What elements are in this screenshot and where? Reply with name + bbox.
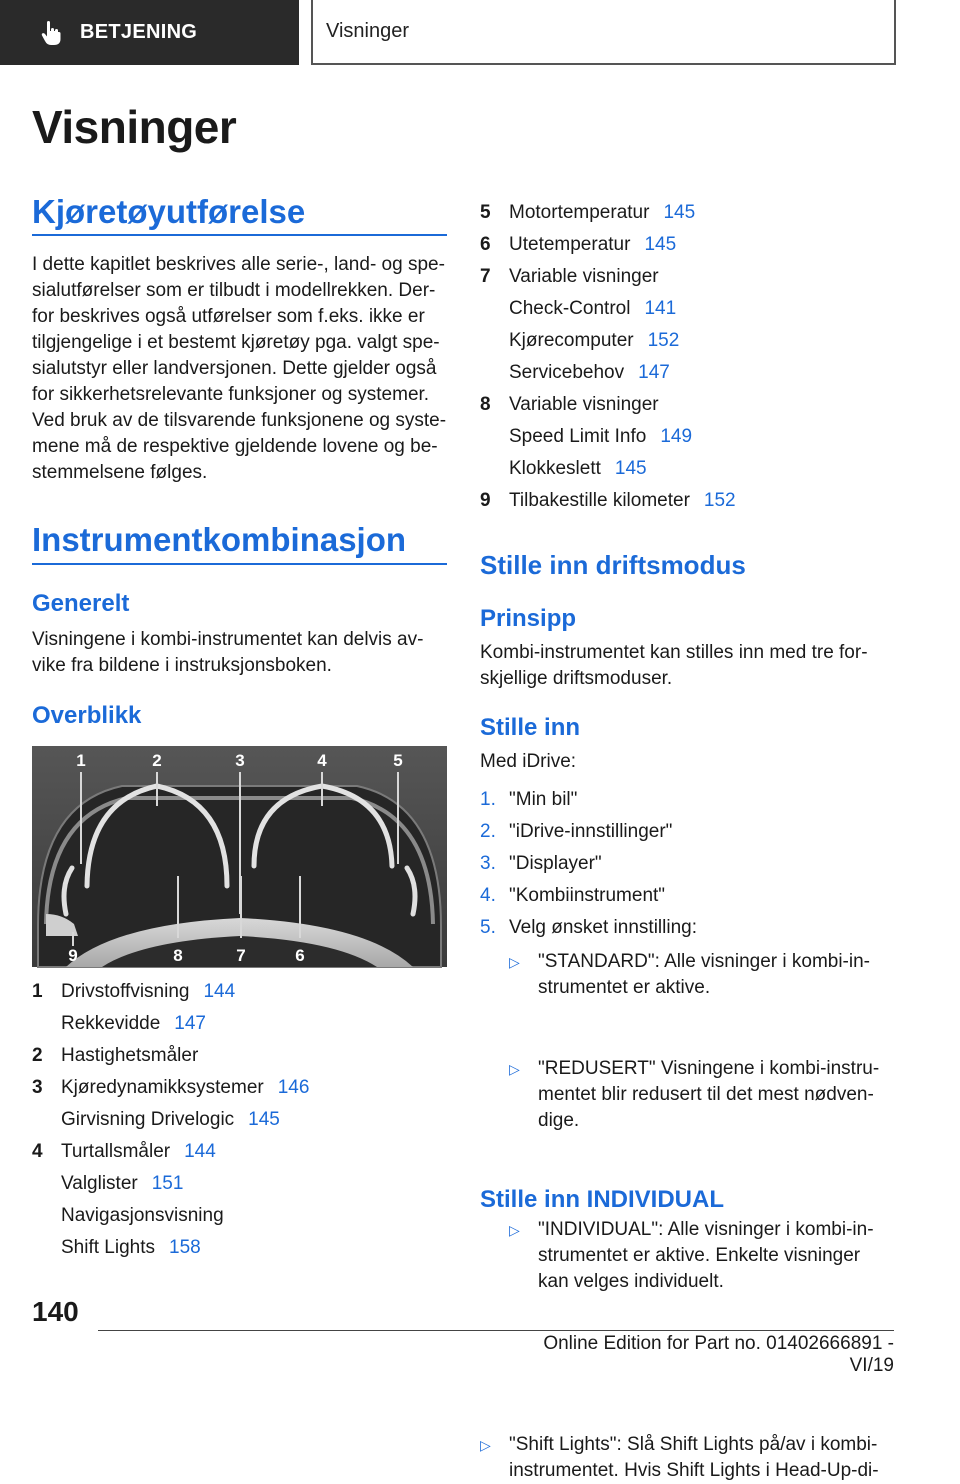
list-item: Check-Control 141 bbox=[509, 298, 677, 319]
section-header-label: Visninger bbox=[326, 20, 410, 42]
list-item: 1 Drivstoffvisning 144 bbox=[32, 981, 236, 1002]
step-item: 2. "iDrive-innstillinger" bbox=[480, 821, 673, 842]
list-item: Navigasjonsvisning bbox=[61, 1205, 224, 1226]
list-item: 7 Variable visninger bbox=[480, 266, 659, 287]
heading-rule bbox=[32, 234, 447, 236]
legend-list-right bbox=[480, 197, 900, 517]
step-item: 3. "Displayer" bbox=[480, 853, 602, 874]
text-line: skjellige driftsmoduser. bbox=[480, 668, 673, 689]
shift-lights-bullet: ▷ "Shift Lights": Slå Shift Lights på/av i kombi- instrumentet. Hvis Shift Lights i Head-Up-di- bbox=[480, 1434, 879, 1481]
list-item: 4 Turtallsmåler 144 bbox=[32, 1141, 216, 1162]
text-line: tilgjengelige i et bestemt kjøretøy pga. valgt spe- bbox=[32, 332, 440, 353]
list-item: 5 Motortemperatur 145 bbox=[480, 202, 696, 223]
med-idrive-text: Med iDrive: bbox=[480, 751, 577, 772]
callout-5: 5 bbox=[393, 751, 403, 770]
page-title: Visninger bbox=[32, 101, 237, 153]
option-redusert: ▷ "REDUSERT" Visningene i kombi-instru- mentet blir redusert til det mest nødven- dige. bbox=[509, 1058, 880, 1131]
prinsipp-paragraph bbox=[480, 640, 900, 692]
page-link[interactable]: 145 bbox=[248, 1109, 280, 1130]
step-item: 1. "Min bil" bbox=[480, 789, 578, 810]
heading-generelt: Generelt bbox=[32, 590, 130, 617]
list-item: Klokkeslett 145 bbox=[509, 458, 647, 479]
page-link[interactable]: 144 bbox=[203, 981, 236, 1002]
triangle-bullet-icon: ▷ bbox=[509, 1061, 520, 1077]
page-link[interactable]: 145 bbox=[663, 202, 696, 223]
list-item: 2 Hastighetsmåler bbox=[32, 1045, 199, 1066]
callout-6: 6 bbox=[295, 946, 305, 965]
step-item: 5. Velg ønsket innstilling: bbox=[480, 917, 697, 938]
kjoretoy-paragraph bbox=[32, 252, 452, 486]
text-line: Ved bruk av de tilsvarende funksjonene og syste- bbox=[32, 410, 447, 431]
text-line: mene må de respektive gjeldende lovene og be- bbox=[32, 436, 438, 457]
page-link[interactable]: 141 bbox=[644, 298, 677, 319]
step-item: 4. "Kombiinstrument" bbox=[480, 885, 666, 906]
list-item: Servicebehov 147 bbox=[509, 362, 670, 383]
option-standard: ▷ "STANDARD": Alle visninger i kombi-in- strumentet er aktive. bbox=[509, 951, 870, 998]
touch-hand-icon bbox=[40, 20, 64, 46]
page-link[interactable]: 144 bbox=[184, 1141, 216, 1162]
page-link[interactable]: 145 bbox=[644, 234, 677, 255]
list-item: Rekkevidde 147 bbox=[61, 1013, 206, 1034]
page-link[interactable]: 152 bbox=[703, 490, 736, 511]
callout-4: 4 bbox=[317, 751, 327, 770]
page-link[interactable]: 146 bbox=[277, 1077, 310, 1098]
heading-prinsipp: Prinsipp bbox=[480, 605, 577, 632]
page-link[interactable]: 158 bbox=[169, 1237, 201, 1258]
text-line: for sikkerhetsrelevante funksjoner og systemer. bbox=[32, 384, 430, 405]
list-item: 9 Tilbakestille kilometer 152 bbox=[480, 490, 736, 511]
text-line: for beskrives også utførelser som f.eks. ikke er bbox=[32, 306, 425, 327]
triangle-bullet-icon: ▷ bbox=[509, 1222, 520, 1238]
option-individual: ▷ "INDIVIDUAL": Alle visninger i kombi-in- strumentet er aktive. Enkelte visninger kan velges individuelt. bbox=[509, 1219, 874, 1292]
page-link[interactable]: 147 bbox=[638, 362, 670, 383]
list-item: 6 Utetemperatur 145 bbox=[480, 234, 677, 255]
text-line: vike fra bildene i instruksjonsboken. bbox=[32, 655, 332, 676]
heading-rule bbox=[32, 563, 447, 565]
heading-overblikk: Overblikk bbox=[32, 702, 142, 729]
legend-list-left bbox=[32, 976, 452, 1264]
callout-2: 2 bbox=[152, 751, 162, 770]
chapter-tab[interactable] bbox=[0, 0, 299, 65]
page-link[interactable]: 151 bbox=[151, 1173, 184, 1194]
page-link[interactable]: 149 bbox=[660, 426, 693, 447]
list-item: 8 Variable visninger bbox=[480, 394, 659, 415]
text-line: Kombi-instrumentet kan stilles inn med tre for- bbox=[480, 642, 868, 663]
list-item: Girvisning Drivelogic 145 bbox=[61, 1109, 280, 1130]
steps-list bbox=[480, 784, 900, 944]
list-item: Kjørecomputer 152 bbox=[509, 330, 680, 351]
callout-9: 9 bbox=[68, 946, 78, 965]
generelt-paragraph bbox=[32, 627, 452, 679]
triangle-bullet-icon: ▷ bbox=[480, 1437, 491, 1453]
triangle-bullet-icon: ▷ bbox=[509, 954, 520, 970]
list-item: Speed Limit Info 149 bbox=[509, 426, 693, 447]
callout-8: 8 bbox=[173, 946, 183, 965]
text-line: sialutførelser som er tilbudt i modellrekken. Der- bbox=[32, 280, 436, 301]
page-number: 140 bbox=[32, 1296, 79, 1327]
page-link[interactable]: 152 bbox=[647, 330, 680, 351]
page-link[interactable]: 145 bbox=[614, 458, 647, 479]
heading-instrumentkombinasjon: Instrumentkombinasjon bbox=[32, 521, 407, 558]
heading-kjoretoyutforelse: Kjøretøyutførelse bbox=[32, 193, 306, 230]
heading-stille-inn-individual: Stille inn INDIVIDUAL bbox=[480, 1186, 725, 1213]
list-item: Valglister 151 bbox=[61, 1173, 184, 1194]
text-line: Visningene i kombi-instrumentet kan delvis av- bbox=[32, 629, 424, 650]
text-line: sialutstyr eller landversjonen. Dette gjelder også bbox=[32, 358, 437, 379]
callout-1: 1 bbox=[76, 751, 86, 770]
list-item: Shift Lights 158 bbox=[61, 1237, 201, 1258]
heading-stille-inn: Stille inn bbox=[480, 714, 581, 741]
section-header bbox=[311, 0, 896, 65]
page-link[interactable]: 147 bbox=[174, 1013, 206, 1034]
edition-text: Online Edition for Part no. 01402666891 - VI/19 bbox=[543, 1333, 894, 1376]
text-line: stemmelsene følges. bbox=[32, 462, 208, 483]
chapter-tab-label: BETJENING bbox=[80, 21, 198, 43]
instrument-cluster-figure bbox=[32, 746, 447, 967]
list-item: 3 Kjøredynamikksystemer 146 bbox=[32, 1077, 310, 1098]
heading-stille-inn-driftsmodus: Stille inn driftsmodus bbox=[480, 550, 746, 580]
footer-rule bbox=[98, 1330, 894, 1331]
text-line: I dette kapitlet beskrives alle serie-, land- og spe- bbox=[32, 254, 445, 275]
callout-3: 3 bbox=[235, 751, 245, 770]
callout-7: 7 bbox=[236, 946, 246, 965]
